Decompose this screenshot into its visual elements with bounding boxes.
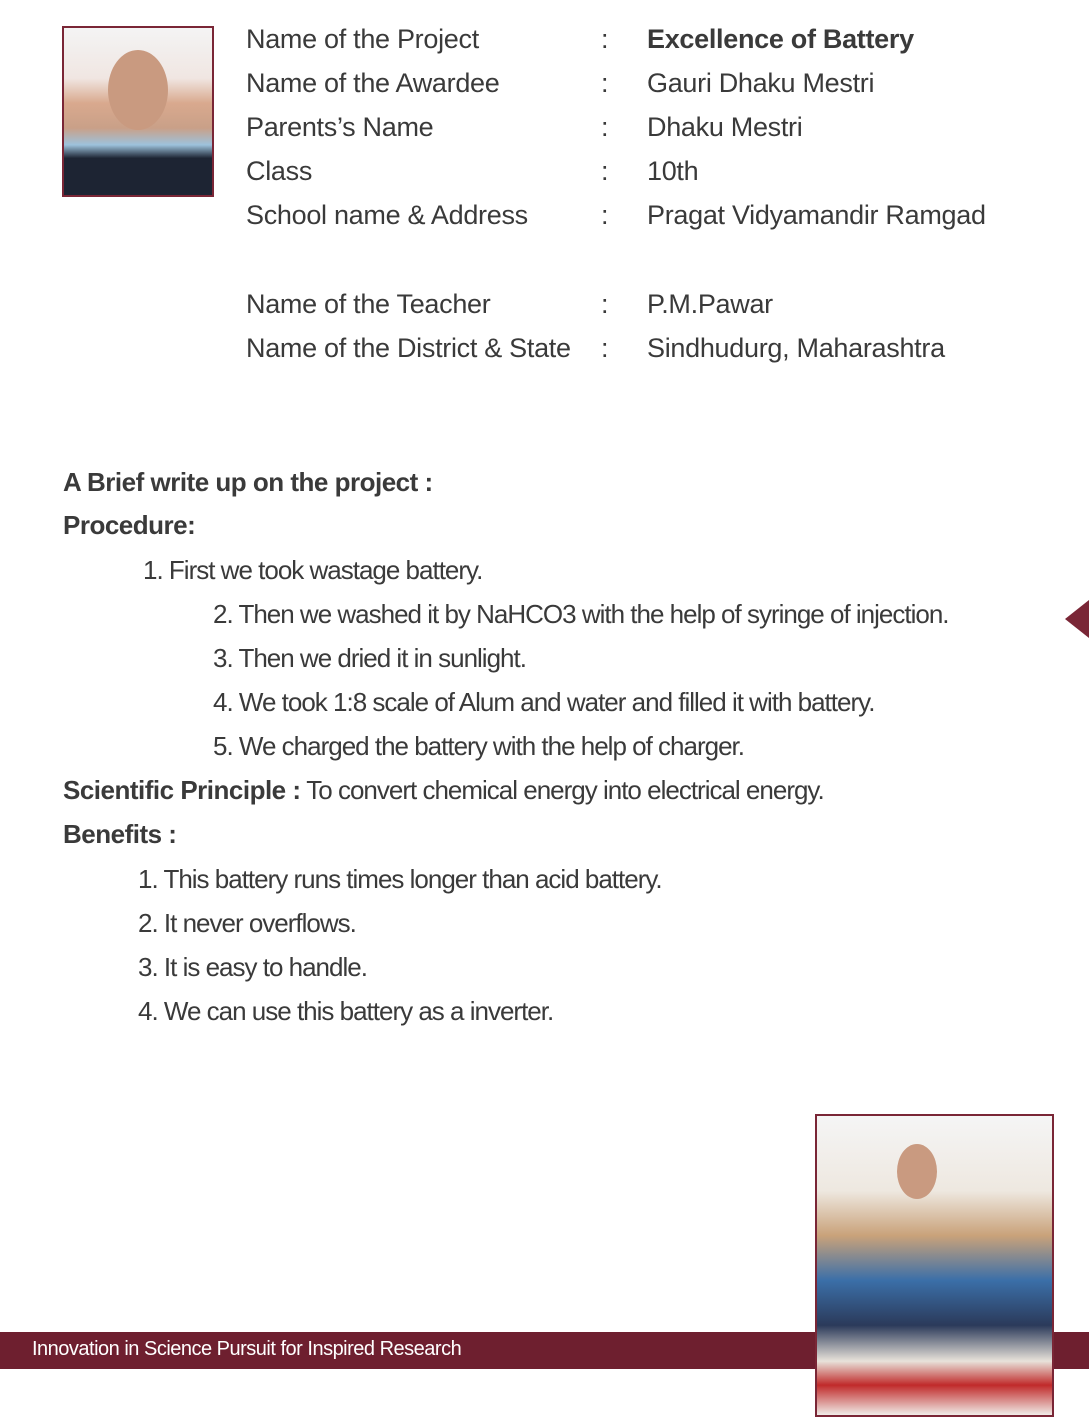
- info-value: Gauri Dhaku Mestri: [647, 68, 875, 98]
- info-row-class: [246, 156, 699, 187]
- info-value: 10th: [647, 156, 699, 186]
- writeup-heading: A Brief write up on the project :: [63, 467, 433, 497]
- info-label: Name of the District & State: [246, 333, 571, 363]
- awardee-portrait-photo: [62, 26, 214, 197]
- colon: :: [601, 200, 609, 230]
- benefit-item: 4. We can use this battery as a inverter.: [138, 996, 554, 1026]
- colon: :: [601, 68, 609, 98]
- colon: :: [601, 112, 609, 142]
- info-label: Name of the Teacher: [246, 289, 491, 319]
- info-label: School name & Address: [246, 200, 528, 230]
- info-label: Parents’s Name: [246, 112, 434, 142]
- colon: :: [601, 333, 609, 363]
- footer-text: Innovation in Science Pursuit for Inspired Research: [32, 1338, 462, 1360]
- info-label: Name of the Awardee: [246, 68, 500, 98]
- principle-text: To convert chemical energy into electrical energy.: [300, 775, 824, 805]
- page-marker-triangle: [1065, 600, 1089, 638]
- info-row-district: [246, 333, 945, 364]
- info-value: Dhaku Mestri: [647, 112, 803, 142]
- procedure-heading: Procedure:: [63, 510, 196, 540]
- benefit-item: 2. It never overflows.: [138, 908, 356, 938]
- project-photo: [815, 1114, 1054, 1417]
- info-value: P.M.Pawar: [647, 289, 773, 319]
- info-row-awardee: [246, 68, 875, 99]
- info-row-teacher: [246, 289, 773, 320]
- portrait-face: [108, 50, 168, 130]
- info-label: Class: [246, 156, 313, 186]
- info-row-project: [246, 24, 914, 55]
- procedure-step: 1. First we took wastage battery.: [143, 555, 483, 585]
- benefit-item: 3. It is easy to handle.: [138, 952, 367, 982]
- colon: :: [601, 289, 609, 319]
- benefit-item: 1. This battery runs times longer than acid battery.: [138, 864, 662, 894]
- info-label: Name of the Project: [246, 24, 479, 54]
- procedure-step: 5. We charged the battery with the help of charger.: [213, 731, 744, 761]
- benefits-heading: Benefits :: [63, 819, 177, 849]
- info-row-school: [246, 200, 986, 231]
- info-value: Pragat Vidyamandir Ramgad: [647, 200, 986, 230]
- info-value: Sindhudurg, Maharashtra: [647, 333, 945, 363]
- procedure-step: 4. We took 1:8 scale of Alum and water and filled it with battery.: [213, 687, 875, 717]
- info-row-parents: [246, 112, 803, 143]
- procedure-step: 3. Then we dried it in sunlight.: [213, 643, 526, 673]
- info-value: Excellence of Battery: [647, 24, 914, 54]
- procedure-step: 2. Then we washed it by NaHCO3 with the help of syringe of injection.: [213, 599, 949, 629]
- colon: :: [601, 24, 609, 54]
- project-photo-face: [897, 1144, 937, 1199]
- principle-label: Scientific Principle :: [63, 775, 301, 805]
- colon: :: [601, 156, 609, 186]
- scientific-principle: [63, 775, 824, 806]
